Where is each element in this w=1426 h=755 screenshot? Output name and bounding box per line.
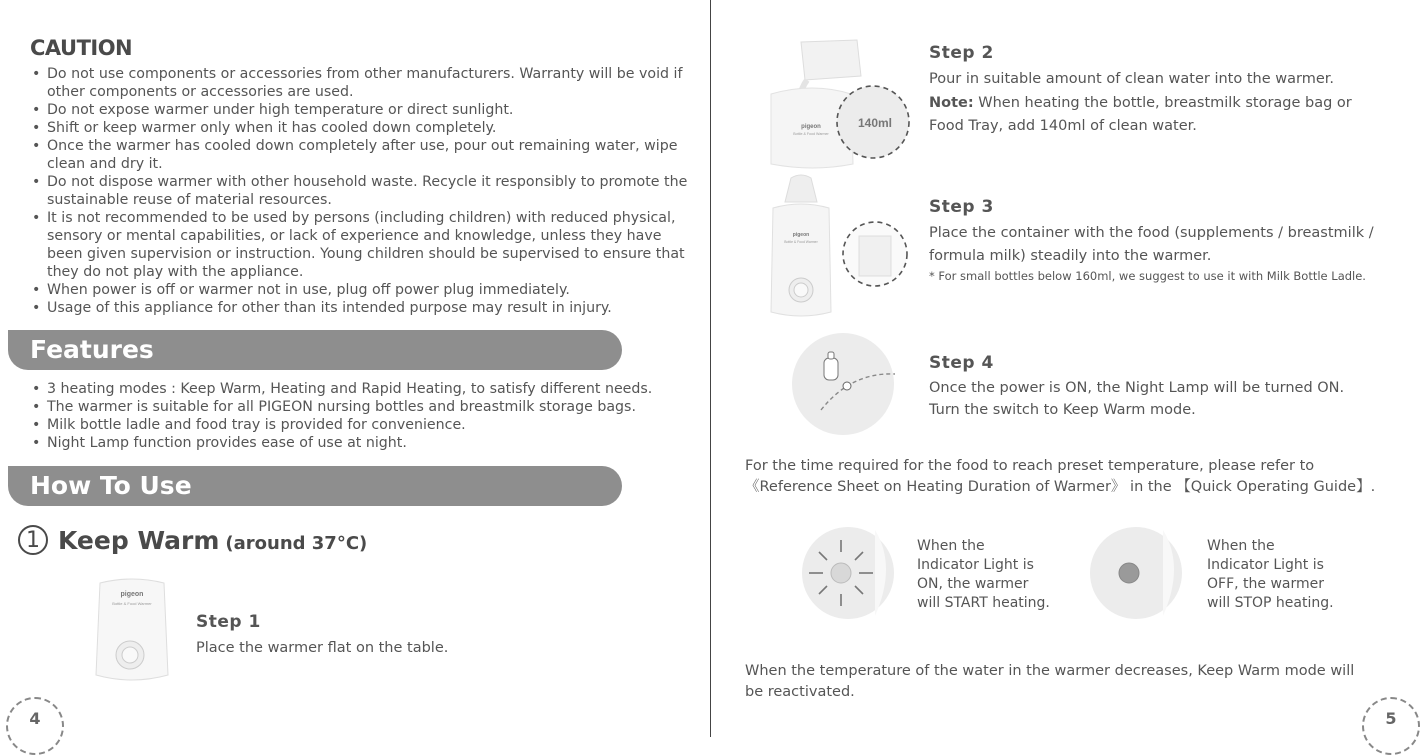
list-item: • Shift or keep warmer only when it has cooled down completely. (30, 119, 690, 137)
container-illustration (765, 172, 909, 318)
volume-label: 140ml (857, 116, 893, 130)
svg-text:pigeon: pigeon (792, 232, 810, 238)
brand-product-text: Bottle & Food Warmer (112, 601, 152, 606)
step3-note: * For small bottles below 160ml, we suggest to use it with Milk Bottle Ladle. (929, 269, 1366, 283)
section-subtitle: (around 37°C) (225, 532, 368, 554)
keep-warm-heading (18, 525, 367, 555)
svg-text:Bottle & Food Warmer: Bottle & Food Warmer (793, 132, 829, 136)
step3-text: Place the container with the food (supplements / breastmilk / formula milk) steadily into the warmer. (929, 225, 1374, 264)
reference-line1: For the time required for the food to reach preset temperature, please refer to (745, 458, 1315, 474)
svg-text:Bottle & Food Warmer: Bottle & Food Warmer (784, 240, 818, 244)
list-item: • Milk bottle ladle and food tray is provided for convenience. (30, 416, 690, 434)
features-list (30, 380, 690, 452)
pour-water-illustration (765, 36, 925, 172)
note-label: Note: (929, 95, 974, 111)
warmer-illustration (92, 575, 172, 687)
how-to-use-banner: How To Use (8, 466, 622, 506)
step4-title: Step 4 (929, 353, 994, 373)
page-number-right: 5 (1362, 697, 1420, 737)
features-banner: Features (8, 330, 622, 370)
list-item: • When power is off or warmer not in use, plug off power plug immediately. (30, 281, 690, 299)
footer-line1: When the temperature of the water in the warmer decreases, Keep Warm mode will (745, 663, 1355, 679)
indicator-on-text: When the Indicator Light is ON, the warmer will START heating. (917, 538, 1050, 611)
step4-line2: Turn the switch to Keep Warm mode. (929, 402, 1196, 418)
step1-text: Place the warmer flat on the table. (196, 640, 449, 656)
indicator-off-illustration (1089, 526, 1183, 620)
footer-line2: be reactivated. (745, 684, 855, 700)
indicator-on-illustration (801, 526, 895, 620)
left-page (0, 0, 710, 737)
page-number-left: 4 (6, 697, 64, 737)
list-item: • Once the warmer has cooled down completely after use, pour out remaining water, wipe clean and dry it. (30, 137, 690, 173)
list-item: • 3 heating modes : Keep Warm, Heating and Rapid Heating, to satisfy different needs. (30, 380, 690, 398)
caution-title: CAUTION (30, 36, 133, 60)
list-item: • The warmer is suitable for all PIGEON nursing bottles and breastmilk storage bags. (30, 398, 690, 416)
indicator-off-text: When the Indicator Light is OFF, the warmer will STOP heating. (1207, 538, 1334, 611)
step2-note: Note: When heating the bottle, breastmilk storage bag or Food Tray, add 140ml of clean water. (929, 95, 1352, 134)
step1-title: Step 1 (196, 612, 261, 632)
night-lamp-illustration (791, 332, 895, 436)
list-item: • Do not expose warmer under high temperature or direct sunlight. (30, 101, 690, 119)
list-item: • Usage of this appliance for other than its intended purpose may result in injury. (30, 299, 690, 317)
list-item: • Do not use components or accessories from other manufacturers. Warranty will be void if other components or accessories are used. (30, 65, 690, 101)
reference-line2: 《Reference Sheet on Heating Duration of Warmer》 in the 【Quick Operating Guide】. (745, 479, 1376, 495)
brand-logo: pigeon (120, 591, 144, 598)
section-number: 1 (18, 525, 48, 555)
step4-line1: Once the power is ON, the Night Lamp will be turned ON. (929, 380, 1345, 396)
list-item: • Do not dispose warmer with other household waste. Recycle it responsibly to promote the sustainable reuse of material resources. (30, 173, 690, 209)
caution-list (30, 65, 690, 317)
list-item: • Night Lamp function provides ease of use at night. (30, 434, 690, 452)
bottle-icon (824, 358, 838, 380)
section-title: Keep Warm (58, 525, 220, 555)
svg-text:pigeon: pigeon (801, 124, 821, 130)
list-item: • It is not recommended to be used by persons (including children) with reduced physical, sensory or mental capabilities, or lack of experience and knowledge, unless they have been given supervision or instruction. Young children should be supervised to ensure that they do not play with the appliance. (30, 209, 690, 281)
step2-text: Pour in suitable amount of clean water into the warmer. (929, 71, 1334, 87)
step2-title: Step 2 (929, 43, 994, 63)
step3-title: Step 3 (929, 197, 994, 217)
right-page (711, 0, 1426, 737)
